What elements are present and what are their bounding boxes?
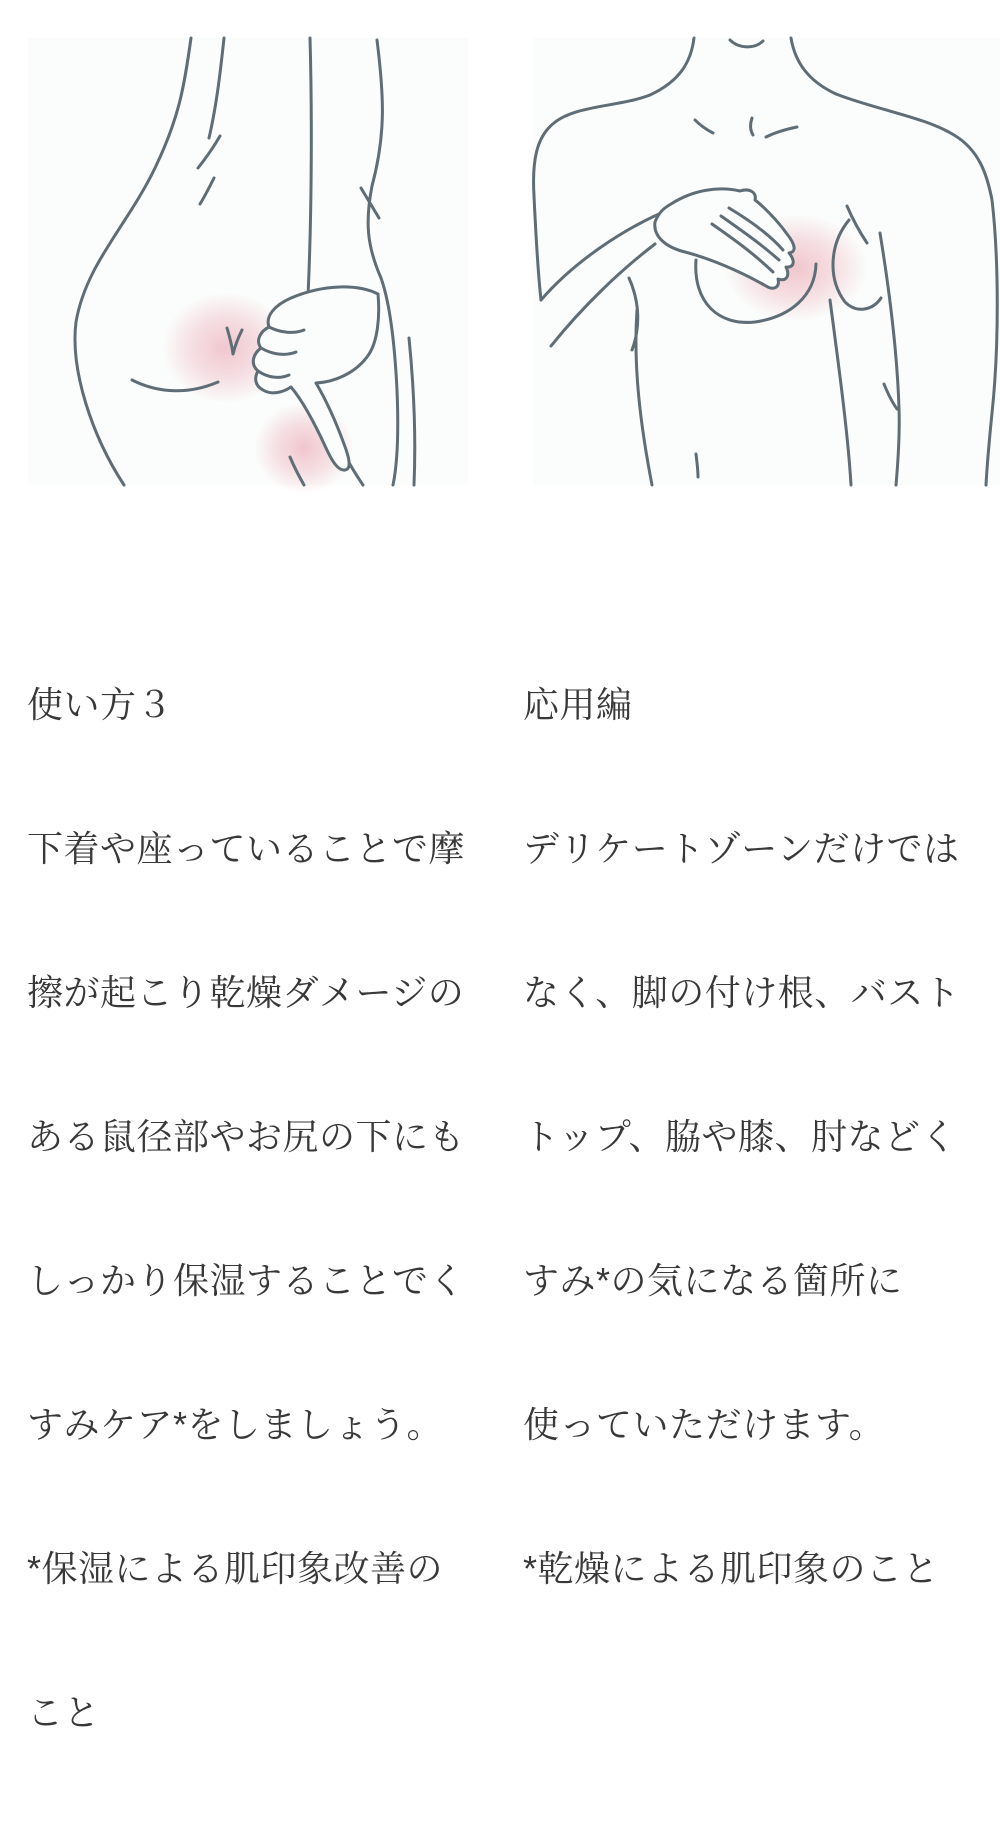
elbow-crease	[884, 384, 897, 409]
section-title-left: 使い方３	[27, 684, 174, 725]
line-art-upper-torso-front-view	[533, 38, 1000, 485]
navel-dash	[696, 454, 698, 477]
footnote-line: *保湿による肌印象改善の	[27, 1548, 444, 1589]
forearm-bottom-line	[551, 244, 655, 346]
text-line: すみ*の気になる箇所に	[523, 1260, 903, 1301]
back-crease-2	[200, 178, 214, 204]
figure-lines-right-side	[361, 40, 415, 485]
footnote-line: *乾燥による肌印象のこと	[523, 1548, 940, 1589]
waist-left-line	[636, 310, 652, 485]
text-line: すみケア*をしましょう。	[27, 1404, 444, 1445]
line-art-lower-body-back-view	[28, 38, 468, 485]
text-line: トップ、脇や膝、肘などく	[523, 1116, 958, 1157]
text-line: ある鼠径部やお尻の下にも	[27, 1116, 466, 1157]
neck-right-line	[791, 38, 836, 94]
illustration-panel-left	[28, 38, 468, 485]
back-crease-1	[198, 136, 220, 168]
text-line: デリケートゾーンだけでは	[523, 828, 960, 869]
clavicle-dash-2	[751, 118, 753, 135]
left-hip-contour	[75, 38, 191, 485]
text-line: 下着や座っていることで摩	[27, 828, 466, 869]
section-title-right: 応用編	[523, 684, 633, 725]
left-shoulder-arm-outer	[534, 95, 650, 300]
text-column-right	[523, 585, 960, 1689]
inner-back-line	[209, 38, 224, 138]
text-line: 擦が起こり乾燥ダメージの	[27, 972, 465, 1013]
footnote-line: こと	[27, 1692, 101, 1733]
waist-right-line	[830, 300, 851, 485]
text-line: しっかり保湿することでく	[27, 1260, 466, 1301]
neck-left-line	[650, 38, 694, 95]
right-arm-inner	[880, 233, 899, 485]
clavicle-dash-1	[695, 120, 713, 133]
text-line: 使っていただけます。	[523, 1404, 886, 1445]
right-thigh-line	[409, 338, 415, 485]
chin-line	[730, 40, 763, 47]
right-hip-contour	[368, 40, 398, 485]
illustration-panel-right	[533, 38, 1000, 485]
text-column-left	[27, 585, 465, 1833]
clavicle-dash-3	[766, 127, 797, 137]
back-midline	[308, 38, 311, 296]
text-line: なく、脚の付け根、バスト	[523, 972, 961, 1013]
